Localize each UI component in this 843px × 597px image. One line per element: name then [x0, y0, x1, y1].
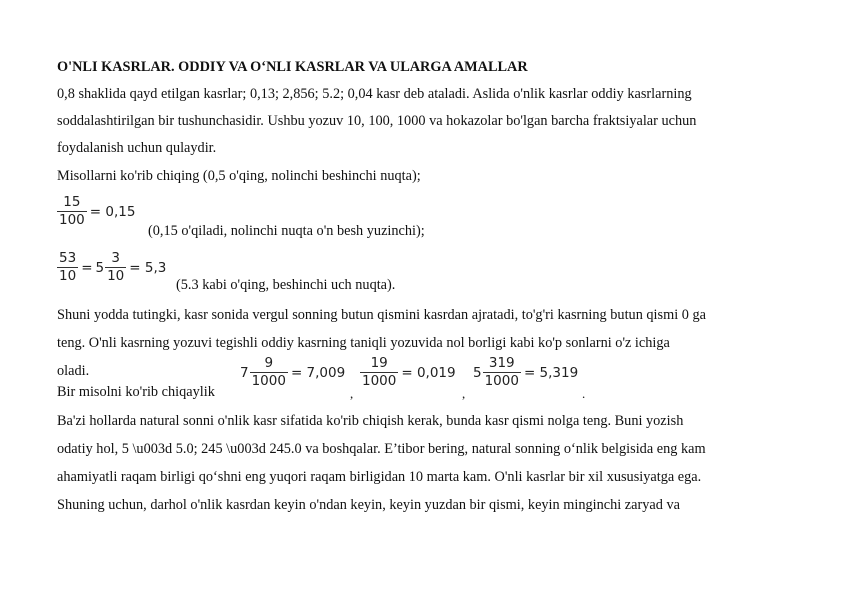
denominator: 10 — [59, 268, 77, 284]
denominator: 1000 — [362, 373, 397, 389]
paragraph-3-line-3: ahamiyatli raqam birligi qo‘shni eng yuqori raqam birligidan 10 marta kam. O'nli kasrlar bir xil xususiyatga ega. — [57, 469, 702, 485]
example-2-formula — [57, 250, 169, 285]
numerator: 15 — [63, 194, 81, 210]
fraction — [250, 355, 288, 390]
example-1-formula — [57, 194, 138, 229]
result: = 0,15 — [89, 203, 136, 220]
result: = 5,319 — [523, 364, 579, 381]
denominator: 1000 — [484, 373, 519, 389]
fraction — [57, 250, 78, 285]
result: = 0,019 — [401, 364, 456, 381]
paragraph-3-line-4: Shuning uchun, darhol o'nlik kasrdan keyin o'ndan keyin, keyin yuzdan bir qismi, keyin minginchi zaryad va — [57, 497, 680, 513]
example-line: Bir misolni ko'rib chiqaylik — [57, 384, 215, 400]
example-3-formula-b — [360, 355, 459, 390]
result: = 5,3 — [129, 259, 167, 276]
numerator: 9 — [264, 355, 274, 371]
whole-part: 7 — [240, 364, 249, 381]
fraction — [105, 250, 126, 285]
example-3-formula-c — [473, 355, 581, 390]
examples-intro: Misollarni ko'rib chiqing (0,5 o'qing, nolinchi beshinchi nuqta); — [57, 168, 421, 184]
whole-part: 5 — [95, 259, 105, 276]
paragraph-1-line-3: foydalanish uchun qulaydir. — [57, 140, 217, 156]
denominator: 100 — [59, 212, 85, 228]
paragraph-1-line-2: soddalashtirilgan bir tushunchasidir. Ushbu yozuv 10, 100, 1000 va hokazolar bo'lgan barcha fraktsiyalar uchun — [57, 113, 697, 129]
paragraph-2-line-3: oladi. — [57, 363, 90, 379]
fraction — [483, 355, 521, 390]
denominator: 10 — [107, 268, 125, 284]
paragraph-1-line-1: 0,8 shaklida qayd etilgan kasrlar; 0,13; 2,856; 5.2; 0,04 kasr deb ataladi. Aslida o'nlik kasrlar oddiy kasrlarning — [57, 86, 692, 102]
paragraph-3-line-2: odatiy hol, 5 \u003d 5.0; 245 \u003d 245.0 va boshqalar. E’tibor bering, natural sonning o‘nlik belgisida eng kam — [57, 441, 706, 457]
separator-comma: , — [350, 386, 354, 401]
paragraph-3-line-1: Ba'zi hollarda natural sonni o'nlik kasr sifatida ko'rib chiqish kerak, bunda kasr qismi nolga teng. Buni yozish — [57, 413, 684, 429]
fraction — [360, 355, 398, 390]
denominator: 1000 — [251, 373, 286, 389]
separator-period: . — [582, 386, 586, 401]
whole-part: 5 — [473, 364, 482, 381]
numerator: 19 — [370, 355, 388, 371]
example-3-formula-a — [240, 355, 348, 390]
numerator: 319 — [488, 355, 515, 371]
equals-sign: = — [81, 259, 93, 276]
separator-comma: , — [462, 386, 466, 401]
example-2-caption: (5.3 kabi o'qing, beshinchi uch nuqta). — [176, 277, 396, 293]
paragraph-2-line-2: teng. O'nli kasrning yozuvi tegishli oddiy kasrning taniqli yozuvida nol borligi kabi ko'p sonlarni o'z ichiga — [57, 335, 670, 351]
numerator: 53 — [59, 250, 77, 266]
numerator: 3 — [111, 250, 120, 266]
result: = 7,009 — [290, 364, 346, 381]
document-title: O'NLI KASRLAR. ODDIY VA O‘NLI KASRLAR VA ULARGA AMALLAR — [57, 59, 528, 75]
paragraph-2-line-1: Shuni yodda tutingki, kasr sonida vergul sonning butun qismini kasrdan ajratadi, to'g'ri kasrning butun qismi 0 ga — [57, 307, 706, 323]
fraction — [57, 194, 87, 229]
example-1-caption: (0,15 o'qiladi, nolinchi nuqta o'n besh yuzinchi); — [148, 223, 425, 239]
